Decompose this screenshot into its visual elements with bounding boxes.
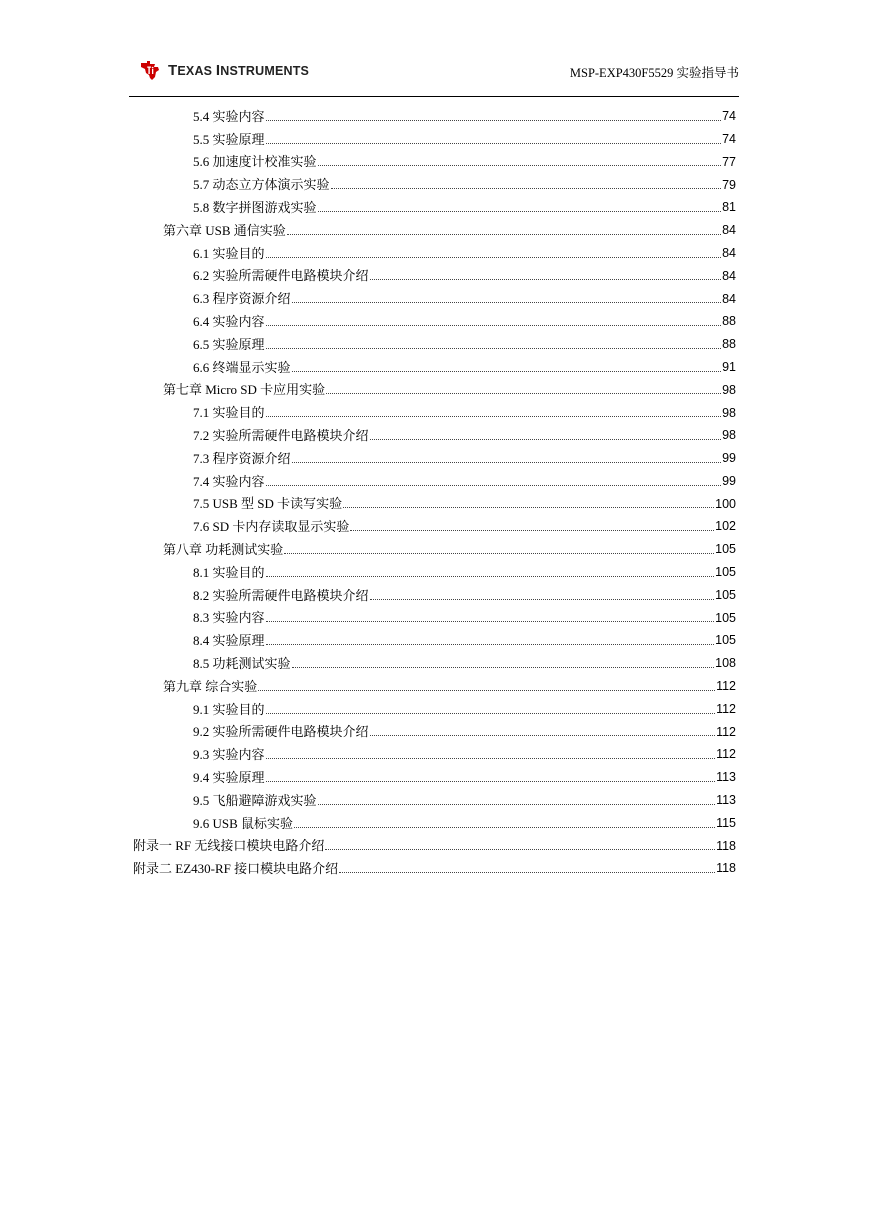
toc-dot-leader <box>318 804 716 805</box>
toc-dot-leader <box>292 462 722 463</box>
toc-entry[interactable] <box>0 743 869 766</box>
toc-entry-label: 6.1 实验目的 <box>193 245 265 261</box>
toc-entry[interactable] <box>0 675 869 698</box>
toc-entry-page-number: 102 <box>715 519 736 534</box>
header-rule <box>129 96 739 97</box>
toc-dot-leader <box>343 507 714 508</box>
toc-dot-leader <box>370 735 716 736</box>
toc-dot-leader <box>318 211 722 212</box>
toc-dot-leader <box>266 758 716 759</box>
toc-entry-label: 第六章 USB 通信实验 <box>163 222 286 238</box>
toc-dot-leader <box>339 872 715 873</box>
toc-entry-page-number: 115 <box>716 815 736 830</box>
toc-entry-page-number: 112 <box>716 724 736 739</box>
toc-entry[interactable] <box>0 356 869 379</box>
toc-entry-label: 7.4 实验内容 <box>193 473 265 489</box>
toc-entry-page-number: 88 <box>722 337 736 352</box>
toc-entry-label: 7.1 实验目的 <box>193 405 265 421</box>
toc-entry-page-number: 105 <box>715 633 736 648</box>
toc-entry[interactable] <box>0 584 869 607</box>
toc-entry-page-number: 84 <box>722 268 736 283</box>
toc-entry[interactable] <box>0 607 869 630</box>
toc-dot-leader <box>266 416 722 417</box>
toc-dot-leader <box>266 713 716 714</box>
toc-entry-label: 6.3 程序资源介绍 <box>193 291 291 307</box>
toc-entry-label: 7.6 SD 卡内存读取显示实验 <box>193 519 350 535</box>
toc-entry-label: 6.2 实验所需硬件电路模块介绍 <box>193 268 369 284</box>
toc-entry-page-number: 77 <box>722 154 736 169</box>
toc-dot-leader <box>370 439 722 440</box>
toc-entry[interactable] <box>0 401 869 424</box>
toc-entry-page-number: 100 <box>715 496 736 511</box>
toc-entry-label: 7.3 程序资源介绍 <box>193 450 291 466</box>
toc-dot-leader <box>350 530 714 531</box>
toc-dot-leader <box>266 143 722 144</box>
toc-entry-label: 附录二 EZ430-RF 接口模块电路介绍 <box>133 861 339 877</box>
toc-dot-leader <box>318 165 722 166</box>
toc-entry[interactable] <box>0 561 869 584</box>
toc-dot-leader <box>325 849 715 850</box>
toc-entry-page-number: 112 <box>716 679 736 694</box>
toc-dot-leader <box>284 553 714 554</box>
ti-logo-icon <box>138 58 162 82</box>
toc-entry-page-number: 81 <box>722 200 736 215</box>
toc-dot-leader <box>266 325 722 326</box>
toc-dot-leader <box>266 485 722 486</box>
toc-dot-leader <box>266 576 715 577</box>
toc-entry[interactable] <box>0 265 869 288</box>
toc-dot-leader <box>331 188 722 189</box>
toc-entry[interactable] <box>0 652 869 675</box>
toc-entry-label: 5.8 数字拼图游戏实验 <box>193 200 317 216</box>
ti-logo <box>138 57 309 83</box>
toc-entry-label: 5.7 动态立方体演示实验 <box>193 177 330 193</box>
toc-entry-page-number: 113 <box>716 770 736 785</box>
toc-entry[interactable] <box>0 470 869 493</box>
toc-dot-leader <box>266 644 715 645</box>
toc-dot-leader <box>266 348 722 349</box>
toc-entry-page-number: 112 <box>716 747 736 762</box>
toc-entry[interactable] <box>0 242 869 265</box>
toc-entry-page-number: 105 <box>715 565 736 580</box>
toc-entry[interactable] <box>0 105 869 128</box>
toc-entry-page-number: 98 <box>722 405 736 420</box>
toc-entry-page-number: 105 <box>715 587 736 602</box>
page-header <box>0 0 869 100</box>
toc-entry[interactable] <box>0 835 869 858</box>
toc-entry-label: 附录一 RF 无线接口模块电路介绍 <box>133 838 325 854</box>
toc-entry-label: 第七章 Micro SD 卡应用实验 <box>163 382 326 398</box>
toc-entry-label: 9.2 实验所需硬件电路模块介绍 <box>193 724 369 740</box>
toc-entry-label: 8.2 实验所需硬件电路模块介绍 <box>193 587 369 603</box>
toc-entry[interactable] <box>0 812 869 835</box>
toc-entry-label: 7.2 实验所需硬件电路模块介绍 <box>193 428 369 444</box>
toc-entry-page-number: 118 <box>716 838 736 853</box>
toc-dot-leader <box>258 690 715 691</box>
toc-entry-page-number: 105 <box>715 542 736 557</box>
toc-entry-page-number: 99 <box>722 473 736 488</box>
toc-entry-label: 6.5 实验原理 <box>193 336 265 352</box>
toc-dot-leader <box>292 667 715 668</box>
toc-entry-label: 5.4 实验内容 <box>193 108 265 124</box>
toc-entry-label: 5.5 实验原理 <box>193 131 265 147</box>
toc-entry[interactable] <box>0 333 869 356</box>
toc-entry-label: 8.4 实验原理 <box>193 633 265 649</box>
toc-entry-page-number: 108 <box>715 656 736 671</box>
toc-entry[interactable] <box>0 287 869 310</box>
toc-entry-label: 9.5 飞船避障游戏实验 <box>193 792 317 808</box>
toc-dot-leader <box>266 621 715 622</box>
toc-entry-page-number: 98 <box>722 382 736 397</box>
toc-entry[interactable] <box>0 196 869 219</box>
toc-entry[interactable] <box>0 721 869 744</box>
toc-dot-leader <box>266 781 716 782</box>
toc-dot-leader <box>326 393 721 394</box>
toc-entry-page-number: 84 <box>722 223 736 238</box>
toc-entry[interactable] <box>0 789 869 812</box>
toc-entry-page-number: 84 <box>722 245 736 260</box>
toc-entry-page-number: 91 <box>722 359 736 374</box>
table-of-contents <box>0 105 869 880</box>
document-title: MSP-EXP430F5529 实验指导书 <box>569 66 739 80</box>
toc-entry-page-number: 74 <box>722 131 736 146</box>
toc-entry-label: 9.4 实验原理 <box>193 770 265 785</box>
toc-dot-leader <box>287 234 721 235</box>
toc-entry[interactable] <box>0 173 869 196</box>
toc-entry-label: 8.3 实验内容 <box>193 610 265 626</box>
toc-dot-leader <box>266 120 722 121</box>
toc-entry[interactable] <box>0 128 869 151</box>
toc-dot-leader <box>294 827 715 828</box>
toc-entry[interactable] <box>0 219 869 242</box>
toc-entry-label: 9.6 USB 鼠标实验 <box>193 815 294 831</box>
toc-dot-leader <box>292 302 722 303</box>
toc-entry-page-number: 112 <box>716 701 736 716</box>
toc-dot-leader <box>370 279 722 280</box>
toc-entry-label: 第九章 综合实验 <box>163 678 258 694</box>
toc-entry-page-number: 88 <box>722 314 736 329</box>
toc-entry-page-number: 99 <box>722 451 736 466</box>
toc-entry[interactable] <box>0 424 869 447</box>
toc-dot-leader <box>370 599 715 600</box>
toc-entry[interactable] <box>0 629 869 652</box>
toc-entry-label: 8.5 功耗测试实验 <box>193 656 291 672</box>
toc-entry-page-number: 79 <box>722 177 736 192</box>
toc-entry[interactable] <box>0 538 869 561</box>
ti-logo-text: TEXAS INSTRUMENTS <box>168 61 310 79</box>
toc-entry-label: 9.3 实验内容 <box>193 747 265 763</box>
toc-entry-label: 第八章 功耗测试实验 <box>163 542 284 558</box>
toc-entry-label: 6.6 终端显示实验 <box>193 359 291 375</box>
toc-entry[interactable] <box>0 766 869 789</box>
toc-entry-label: 9.1 实验目的 <box>193 701 265 717</box>
toc-entry[interactable] <box>0 493 869 516</box>
toc-entry[interactable] <box>0 857 869 880</box>
toc-entry-label: 7.5 USB 型 SD 卡读写实验 <box>193 496 343 512</box>
toc-dot-leader <box>266 257 722 258</box>
toc-entry[interactable] <box>0 447 869 470</box>
toc-entry-page-number: 105 <box>715 610 736 625</box>
toc-dot-leader <box>292 371 722 372</box>
toc-entry-label: 5.6 加速度计校准实验 <box>193 154 317 170</box>
toc-entry[interactable] <box>0 310 869 333</box>
toc-entry[interactable] <box>0 515 869 538</box>
toc-entry-page-number: 74 <box>722 109 736 124</box>
toc-entry[interactable] <box>0 151 869 174</box>
toc-entry-page-number: 98 <box>722 428 736 443</box>
toc-entry-label: 6.4 实验内容 <box>193 314 265 330</box>
toc-entry[interactable] <box>0 379 869 402</box>
toc-entry-page-number: 84 <box>722 291 736 306</box>
toc-entry-page-number: 113 <box>716 793 736 808</box>
toc-entry[interactable] <box>0 698 869 721</box>
toc-entry-label: 8.1 实验目的 <box>193 564 265 580</box>
toc-entry-page-number: 118 <box>716 861 736 876</box>
